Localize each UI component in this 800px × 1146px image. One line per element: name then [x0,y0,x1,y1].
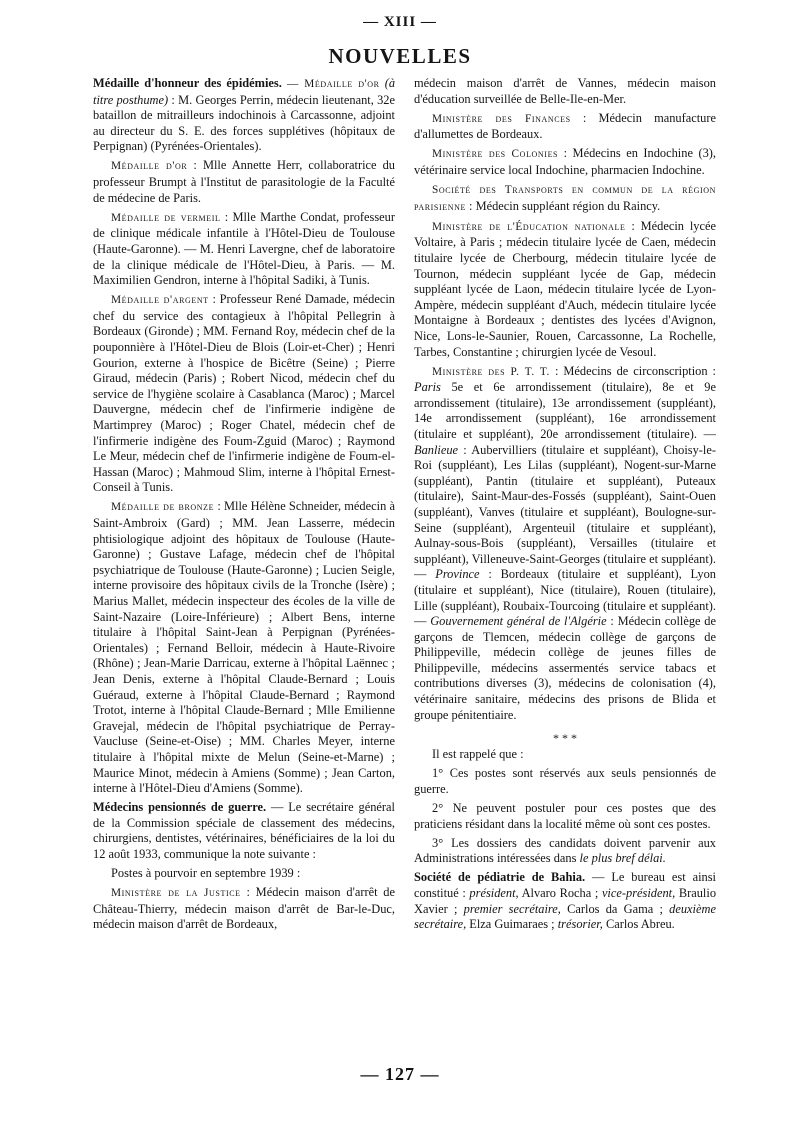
person-name: Carlos da Gama ; [567,901,663,916]
paragraph-text: : Mlle Marthe Condat, professeur de clinique médicale infantile à l'Hôtel-Dieu de Toulouse (Haute-Garonne). — M. Henri Lavergne, chef de laboratoire de la clinique médicale de l'Hôtel-Dieu, à Paris. — M. Maximilien Gendron, interne à l'hôpital Sadiki, à Tunis. [93,209,395,288]
paragraph-medaille-or [93,158,395,206]
paragraph-text: : Médecins en Indochine (3), vétérinaire service local Indochine, pharmacien Indochine. [414,146,716,177]
paragraph-ministere-ptt [414,364,716,724]
subheading: Médaille de vermeil [111,211,221,224]
italic-label: Gouvernement général de l'Algérie [430,614,607,629]
role-label: deuxième secrétaire, [414,901,716,932]
paragraph-text: : Aubervilliers (titulaire et suppléant), Choisy-le-Roi (suppléant), Les Lilas (suppléant), Nogent-sur-Marne (suppléant), Pantin (titulaire et suppléant), Puteaux (titulaire), Saint-Maur-des-Fossés (suppléant), Saint-Ouen (suppléant), Vanves (titulaire et suppléant), Boulogne-sur-Seine (suppléant), Argenteuil (titulaire et suppléant), Aulnay-sous-Bois (suppléant), Versailles (titulaire et suppléant), Villeneuve-Saint-Georges (titulaire et suppléant). — [414,442,716,582]
paragraph-text: : Bordeaux (titulaire et suppléant), Lyon (titulaire et suppléant), Nice (titulaire), Rouen (titulaire), Lille (suppléant), Roubaix-Tourcoing (titulaire et suppléant). — [414,567,716,629]
role-label: trésorier, [557,917,603,932]
paragraph-text: Il est rappelé que : [432,747,524,762]
person-name: Carlos Abreu. [605,917,675,932]
paragraph-societe-pediatrie [414,870,716,932]
italic-note: (à titre posthume) [93,76,395,107]
paragraph-medaille-vermeil [93,210,395,289]
paragraph-continuation [414,76,716,107]
role-label: président, [469,886,519,900]
subheading: Ministère des Finances [432,112,571,125]
paragraph-rappel [414,747,716,763]
page-number: — 127 — [360,1064,440,1084]
subheading: Ministère de la Justice [111,887,241,900]
subheading: Médaille d'or [111,160,188,173]
section-heading: Médecins pensionnés de guerre. [93,800,267,815]
paragraph-text: : M. Georges Perrin, médecin lieutenant, 32e bataillon de mitrailleurs indochinois à Carcassonne, adjoint au directeur du S. E. des forces supplétives (hôpitaux de Perpignan) (Pyrénées-Orientales). [93,92,395,154]
paragraph-text: : Médecin lycée Voltaire, à Paris ; médecin titulaire lycée de Caen, médecin titulaire lycée de Cherbourg, médecin titulaire lycée de Tournon, médecin suppléant lycée de Gap, médecin suppléant lycée de Laon, médecin titulaire lycée de Lyon-Ampère, médecin suppléant d'Auch, médecin titulaire lycée Montaigne à Bordeaux ; dentistes des lycées d'Avignon, Nice, Lons-le-Saunier, Rouen, Carcassonne, La Rochelle, Tarbes, Constantine ; chirurgien lycée de Vesoul. [414,218,716,359]
paragraph-text: : Médecin manufacture d'allumettes de Bordeaux. [414,110,716,142]
paragraph-postes [93,866,395,882]
paragraph-text: : Mlle Hélène Schneider, médecin à Saint-Ambroix (Gard) ; MM. Jean Lasserre, médecin phtisiologique adjoint des hôpitaux de Toulouse (Haute-Garonne) ; Gustave Lafage, médecin chef de l'hôpital psychiatrique de Toulouse (Haute-Garonne) ; Lucien Seigle, interne provisoire des hôpitaux civils de la Tronche (Isère) ; Marius Mallet, médecin inspecteur des écoles de la ville de Saint-Nazaire (Loire-Inférieure) ; Albert Bens, interne titulaire à l'hôpital Saint-Jean à Perpignan (Pyrénées-Orientales) ; Fernand Belloir, médecin à Haute-Rivoire (Rhône) ; Jean-Marie Darricau, externe à l'hôpital Laënnec ; Jean Denis, externe à l'hôpital Claude-Bernard ; Louis Guéraud, externe à l'hôpital Claude-Bernard ; Raymond Trotot, interne à l'hôpital Claude-Bernard ; Mlle Emilienne Gravejal, médecin de l'hôpital psychiatrique de Perray-Vaucluse (Seine-et-Oise) ; MM. Charles Meyer, interne titulaire à l'hôpital mixte de Melun (Seine-et-Marne) ; Maurice Minot, médecin à Amiens (Somme) ; Jean Carton, interne à l'Hôtel-Dieu d'Amiens (Somme). [93,499,395,796]
paragraph-text: médecin maison d'arrêt de Vannes, médecin maison d'éducation surveillée de Belle-Ile-en-Mer. [414,76,716,106]
paragraph-text: 5e et 6e arrondissement (titulaire), 8e et 9e arrondissement (titulaire), 13e arrondissement (suppléant), 14e arrondissement (suppléant), 16e arrondissement (titulaire et suppléant), 20e arrondissement (titulaire). — [414,380,716,441]
paragraph-text: Postes à pourvoir en septembre 1939 : [111,866,301,881]
paragraph-point-1 [414,766,716,797]
paragraph-medecins-pensionnes [93,800,395,862]
role-label: premier secrétaire, [463,901,561,916]
role-label: vice-président, [601,886,676,900]
paragraph-text: : Médecin maison d'arrêt de Château-Thierry, médecin maison d'arrêt de Bar-le-Duc, médecin maison d'arrêt de Bordeaux, [93,885,395,932]
paragraph-text: : Médecin suppléant région du Raincy. [469,198,661,213]
paragraph-text: — Le bureau est ainsi constitué : [414,870,716,900]
paragraph-societe-transports [414,182,716,215]
roman-page-number: — XIII — [363,14,437,30]
paragraph-text: 2° Ne peuvent postuler pour ces postes que des praticiens résidant dans la localité même où sont ces postes. [414,801,716,831]
subheading: Ministère des Colonies [432,148,559,161]
italic-label: Banlieue [414,442,459,457]
paragraph-medaille-bronze [93,499,395,796]
paragraph-text: : Médecins de circonscription : [554,363,716,378]
section-heading: Société de pédiatrie de Bahia. [414,870,586,885]
paragraph-ministere-finances [414,111,716,143]
subheading: Médaille d'argent [111,294,209,307]
paragraph-text: : Mlle Annette Herr, collaboratrice du professeur Brumpt à l'Institut de parasitologie de la Faculté de médecine de Paris. [93,158,395,205]
paragraph-point-3 [414,836,716,867]
paragraph-text: : Médecin collège de garçons de Tlemcen, médecin collège de garçons de Philippeville, médecin collège de jeunes filles de Philippeville, médecins assermentés service tabacs et contributions diverses (3), médecins de colonisation (4), vétérinaire sanitaire, médecins des prisons de Blida et groupe pénitentiaire. [414,614,716,722]
section-heading: Médaille d'honneur des épidémies. [93,76,282,90]
right-column [414,76,716,1066]
page-title: NOUVELLES [328,44,472,68]
asterism-separator: * * * [553,731,577,746]
paragraph-ministere-colonies [414,146,716,178]
paragraph-ministere-justice [93,885,395,933]
person-name: Braulio Xavier ; [414,886,716,916]
paragraph-text: — Le secrétaire général de la Commission spéciale de classement des médecins, chirurgiens, dentistes, vétérinaires, bénéficiaires de la loi du 12 août 1933, communique la note suivante : [93,800,395,861]
subheading: Médaille de bronze [111,501,215,514]
person-name: Alvaro Rocha ; [521,886,599,900]
left-column [93,76,395,1066]
subheading: — Médaille d'or [286,78,380,90]
paragraph-ministere-education [414,219,716,360]
paragraph-text: : Professeur René Damade, médecin chef du service des contagieux à l'hôpital Pellegrin à Bordeaux (Gironde) ; MM. Fernand Roy, médecin chef de la pouponnière à l'Hôtel-Dieu de Blois (Loir-et-Cher) ; Henri Gourion, externe à l'hospice de Bicêtre (Seine) ; Pierre Giraud, médecin (Paris) ; Robert Nicod, médecin chef du service de l'hygiène scolaire à Casablanca (Maroc) ; Marcel Dauvergne, médecin chef de l'infirmerie indigène de Martimprey (Maroc) ; Roger Chatel, médecin chef de l'infirmerie indigène des Foum-Zguid (Maroc) ; Raymond Le Meur, médecin chef de l'infirmerie indigène de Foum-el-Hassan (Maroc) ; Mahmoud Slim, interne à l'hôpital Ernest-Conseil à Tunis. [93,292,395,495]
subheading: Société des Transports en commun de la région parisienne [414,184,716,213]
italic-label: Province [435,567,480,582]
paragraph-text: 1° Ces postes sont réservés aux seuls pensionnés de guerre. [414,766,716,796]
italic-label: Paris [414,380,441,395]
paragraph-point-2 [414,801,716,832]
paragraph-epidemics-or-posthume [93,76,395,155]
paragraph-medaille-argent [93,292,395,496]
paragraph-text: 3° Les dossiers des candidats doivent parvenir aux Administrations intéressées dans [414,835,716,866]
subheading: Ministère de l'Éducation nationale [432,220,626,233]
subheading: Ministère des P. T. T. [432,365,550,378]
person-name: Elza Guimaraes ; [469,917,555,932]
italic-emphasis: le plus bref délai. [579,851,666,866]
